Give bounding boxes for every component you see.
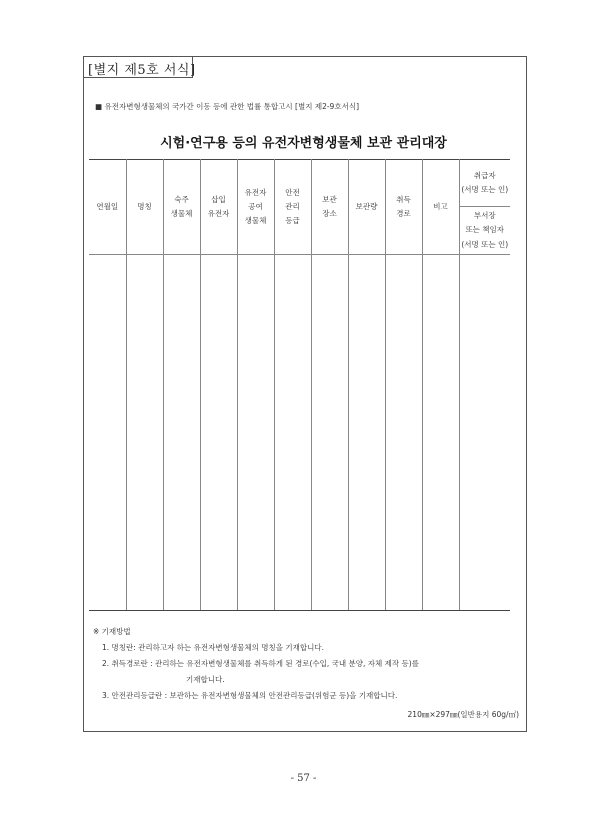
col-header-date: 연월일 xyxy=(89,160,126,255)
cell-date[interactable] xyxy=(89,255,126,611)
table-row xyxy=(89,255,510,611)
filling-instructions xyxy=(93,624,419,704)
cell-acquisition-route[interactable] xyxy=(385,255,422,611)
col-header-inserted-gene: 삽입 유전자 xyxy=(200,160,237,255)
col-header-storage-place: 보관 장소 xyxy=(311,160,348,255)
note-item: 2. 취득경로란 : 관리하는 유전자변형생물체를 취득하게 된 경로(수입, 국내 분양, 자체 제작 등)를 xyxy=(102,659,419,668)
col-header-handler: 취급자 (서명 또는 인) xyxy=(459,160,510,207)
col-header-gene-donor: 유전자 공여 생물체 xyxy=(237,160,274,255)
form-label: [별지 제5호 서식] xyxy=(88,63,196,78)
page-number: - 57 - xyxy=(290,773,317,784)
col-header-host-organism: 숙주 생물체 xyxy=(163,160,200,255)
cell-storage-amount[interactable] xyxy=(348,255,385,611)
col-header-safety-grade: 안전 관리 등급 xyxy=(274,160,311,255)
notes-heading: ※ 기재방법 xyxy=(93,627,131,636)
law-reference: ■ 유전자변형생물체의 국가간 이동 등에 관한 법률 통합고시 [별지 제2-9호서식] xyxy=(95,102,359,111)
col-header-supervisor: 부서장 또는 책임자 (서명 또는 인) xyxy=(459,207,510,255)
cell-gene-donor[interactable] xyxy=(237,255,274,611)
cell-signatures[interactable] xyxy=(459,255,510,611)
col-header-acquisition-route: 취득 경로 xyxy=(385,160,422,255)
paper-spec: 210㎜×297㎜(일반용지 60g/㎡) xyxy=(407,710,519,719)
cell-inserted-gene[interactable] xyxy=(200,255,237,611)
col-header-storage-amount: 보관량 xyxy=(348,160,385,255)
note-item-continuation: 기재합니다. xyxy=(186,675,225,684)
cell-name[interactable] xyxy=(126,255,163,611)
note-item: 1. 명칭란: 관리하고자 하는 유전자변형생물체의 명칭을 기재합니다. xyxy=(102,643,324,652)
note-item: 3. 안전관리등급란 : 보관하는 유전자변형생물체의 안전관리등급(위험군 등)을 기재합니다. xyxy=(102,691,398,700)
col-header-remarks: 비고 xyxy=(422,160,459,255)
cell-remarks[interactable] xyxy=(422,255,459,611)
document-title: 시험·연구용 등의 유전자변형생물체 보관 관리대장 xyxy=(160,136,447,151)
col-header-name: 명칭 xyxy=(126,160,163,255)
cell-storage-place[interactable] xyxy=(311,255,348,611)
cell-host-organism[interactable] xyxy=(163,255,200,611)
storage-register-table xyxy=(89,159,510,611)
cell-safety-grade[interactable] xyxy=(274,255,311,611)
